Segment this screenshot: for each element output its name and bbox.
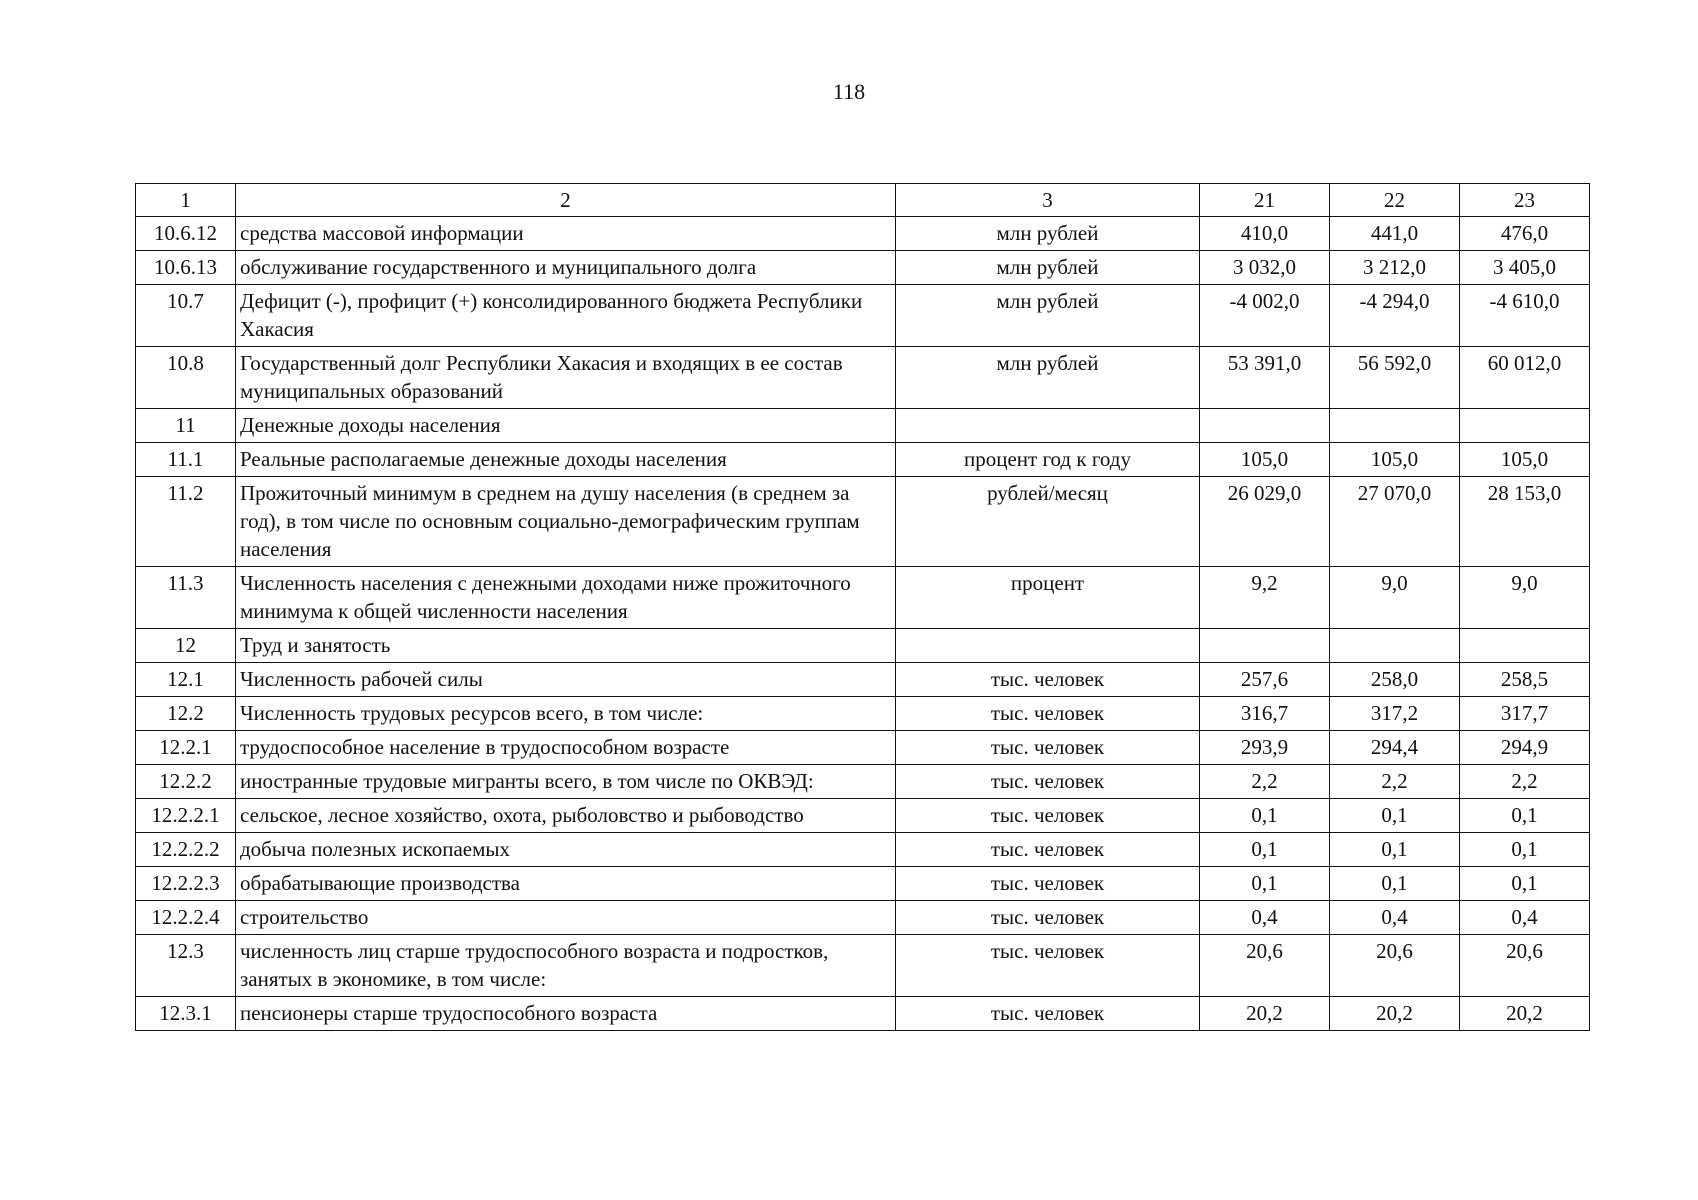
value-cell-21: 410,0 <box>1200 217 1330 251</box>
unit-cell: тыс. человек <box>896 663 1200 697</box>
value-cell-21: 20,2 <box>1200 997 1330 1031</box>
table-row <box>136 285 1590 347</box>
value-cell-23: 0,4 <box>1460 901 1590 935</box>
unit-cell: тыс. человек <box>896 799 1200 833</box>
value-cell-21: 3 032,0 <box>1200 251 1330 285</box>
unit-cell: процент год к году <box>896 443 1200 477</box>
value-cell-21: 0,1 <box>1200 799 1330 833</box>
value-cell-23: 0,1 <box>1460 867 1590 901</box>
value-cell-22: 0,1 <box>1330 799 1460 833</box>
row-number-cell: 11.3 <box>136 567 236 629</box>
value-cell-23: 60 012,0 <box>1460 347 1590 409</box>
value-cell-23: 9,0 <box>1460 567 1590 629</box>
row-number-cell: 10.7 <box>136 285 236 347</box>
value-cell-22: 27 070,0 <box>1330 477 1460 567</box>
value-cell-23: 105,0 <box>1460 443 1590 477</box>
value-cell-21 <box>1200 629 1330 663</box>
header-cell-name: 2 <box>236 184 896 217</box>
value-cell-22 <box>1330 629 1460 663</box>
table-row <box>136 347 1590 409</box>
indicator-name-cell: Реальные располагаемые денежные доходы населения <box>236 443 896 477</box>
value-cell-23: 476,0 <box>1460 217 1590 251</box>
value-cell-21: 316,7 <box>1200 697 1330 731</box>
value-cell-22: 0,1 <box>1330 833 1460 867</box>
value-cell-21: 257,6 <box>1200 663 1330 697</box>
row-number-cell: 12.2.2.4 <box>136 901 236 935</box>
row-number-cell: 12.3.1 <box>136 997 236 1031</box>
indicator-name-cell: численность лиц старше трудоспособного возраста и подростков, занятых в экономике, в том числе: <box>236 935 896 997</box>
table-row <box>136 731 1590 765</box>
unit-cell <box>896 409 1200 443</box>
value-cell-22: 441,0 <box>1330 217 1460 251</box>
value-cell-21 <box>1200 409 1330 443</box>
table-row <box>136 697 1590 731</box>
unit-cell: млн рублей <box>896 251 1200 285</box>
row-number-cell: 12.2.1 <box>136 731 236 765</box>
value-cell-22 <box>1330 409 1460 443</box>
indicator-name-cell: Прожиточный минимум в среднем на душу населения (в среднем за год), в том числе по основным социально-демографическим группам населения <box>236 477 896 567</box>
header-cell-unit: 3 <box>896 184 1200 217</box>
value-cell-21: 0,4 <box>1200 901 1330 935</box>
table-row <box>136 477 1590 567</box>
value-cell-23: 28 153,0 <box>1460 477 1590 567</box>
value-cell-22: 294,4 <box>1330 731 1460 765</box>
table-body <box>136 184 1590 1031</box>
value-cell-21: 26 029,0 <box>1200 477 1330 567</box>
indicator-name-cell: пенсионеры старше трудоспособного возраста <box>236 997 896 1031</box>
indicator-name-cell: средства массовой информации <box>236 217 896 251</box>
value-cell-22: 20,2 <box>1330 997 1460 1031</box>
value-cell-22: 105,0 <box>1330 443 1460 477</box>
header-cell-year-21: 21 <box>1200 184 1330 217</box>
value-cell-23: 2,2 <box>1460 765 1590 799</box>
table-row <box>136 443 1590 477</box>
value-cell-22: -4 294,0 <box>1330 285 1460 347</box>
value-cell-22: 258,0 <box>1330 663 1460 697</box>
table-row <box>136 833 1590 867</box>
unit-cell: тыс. человек <box>896 697 1200 731</box>
table-row <box>136 663 1590 697</box>
value-cell-21: 20,6 <box>1200 935 1330 997</box>
table-row <box>136 251 1590 285</box>
page-number: 118 <box>832 79 866 104</box>
unit-cell: млн рублей <box>896 285 1200 347</box>
indicator-name-cell: Численность населения с денежными доходами ниже прожиточного минимума к общей численности населения <box>236 567 896 629</box>
indicator-name-cell: Численность трудовых ресурсов всего, в том числе: <box>236 697 896 731</box>
indicator-name-cell: обрабатывающие производства <box>236 867 896 901</box>
value-cell-22: 0,4 <box>1330 901 1460 935</box>
value-cell-22: 317,2 <box>1330 697 1460 731</box>
table-row <box>136 867 1590 901</box>
indicator-name-cell: сельское, лесное хозяйство, охота, рыболовство и рыбоводство <box>236 799 896 833</box>
row-number-cell: 12.2.2 <box>136 765 236 799</box>
row-number-cell: 12 <box>136 629 236 663</box>
unit-cell: тыс. человек <box>896 765 1200 799</box>
value-cell-23: 258,5 <box>1460 663 1590 697</box>
value-cell-23: 20,2 <box>1460 997 1590 1031</box>
row-number-cell: 12.2 <box>136 697 236 731</box>
indicator-name-cell: иностранные трудовые мигранты всего, в том числе по ОКВЭД: <box>236 765 896 799</box>
indicator-name-cell: Численность рабочей силы <box>236 663 896 697</box>
indicators-table <box>135 183 1590 1031</box>
indicator-name-cell: строительство <box>236 901 896 935</box>
value-cell-21: 53 391,0 <box>1200 347 1330 409</box>
value-cell-22: 56 592,0 <box>1330 347 1460 409</box>
unit-cell: тыс. человек <box>896 935 1200 997</box>
row-number-cell: 12.2.2.2 <box>136 833 236 867</box>
value-cell-23: 294,9 <box>1460 731 1590 765</box>
indicator-name-cell: Денежные доходы населения <box>236 409 896 443</box>
value-cell-23 <box>1460 409 1590 443</box>
value-cell-21: 105,0 <box>1200 443 1330 477</box>
value-cell-21: 0,1 <box>1200 867 1330 901</box>
indicator-name-cell: Труд и занятость <box>236 629 896 663</box>
unit-cell <box>896 629 1200 663</box>
row-number-cell: 12.2.2.3 <box>136 867 236 901</box>
value-cell-21: 9,2 <box>1200 567 1330 629</box>
value-cell-22: 3 212,0 <box>1330 251 1460 285</box>
unit-cell: тыс. человек <box>896 867 1200 901</box>
unit-cell: тыс. человек <box>896 731 1200 765</box>
header-cell-year-23: 23 <box>1460 184 1590 217</box>
row-number-cell: 10.6.12 <box>136 217 236 251</box>
row-number-cell: 12.3 <box>136 935 236 997</box>
value-cell-23: 0,1 <box>1460 799 1590 833</box>
table-row <box>136 901 1590 935</box>
value-cell-22: 20,6 <box>1330 935 1460 997</box>
value-cell-21: 2,2 <box>1200 765 1330 799</box>
row-number-cell: 10.6.13 <box>136 251 236 285</box>
value-cell-21: 0,1 <box>1200 833 1330 867</box>
indicator-name-cell: Государственный долг Республики Хакасия и входящих в ее состав муниципальных образований <box>236 347 896 409</box>
value-cell-22: 0,1 <box>1330 867 1460 901</box>
value-cell-23: 317,7 <box>1460 697 1590 731</box>
table-row <box>136 935 1590 997</box>
value-cell-23 <box>1460 629 1590 663</box>
row-number-cell: 12.2.2.1 <box>136 799 236 833</box>
row-number-cell: 12.1 <box>136 663 236 697</box>
value-cell-22: 9,0 <box>1330 567 1460 629</box>
unit-cell: процент <box>896 567 1200 629</box>
table-row <box>136 217 1590 251</box>
header-cell-number: 1 <box>136 184 236 217</box>
unit-cell: тыс. человек <box>896 901 1200 935</box>
indicator-name-cell: добыча полезных ископаемых <box>236 833 896 867</box>
table-row <box>136 409 1590 443</box>
table-row <box>136 629 1590 663</box>
table-row <box>136 799 1590 833</box>
table-header-row <box>136 184 1590 217</box>
value-cell-23: -4 610,0 <box>1460 285 1590 347</box>
value-cell-21: 293,9 <box>1200 731 1330 765</box>
unit-cell: тыс. человек <box>896 997 1200 1031</box>
value-cell-22: 2,2 <box>1330 765 1460 799</box>
unit-cell: тыс. человек <box>896 833 1200 867</box>
indicator-name-cell: трудоспособное население в трудоспособном возрасте <box>236 731 896 765</box>
indicator-name-cell: обслуживание государственного и муниципального долга <box>236 251 896 285</box>
value-cell-23: 3 405,0 <box>1460 251 1590 285</box>
unit-cell: млн рублей <box>896 217 1200 251</box>
unit-cell: млн рублей <box>896 347 1200 409</box>
row-number-cell: 11 <box>136 409 236 443</box>
table-row <box>136 765 1590 799</box>
table-row <box>136 567 1590 629</box>
indicator-name-cell: Дефицит (-), профицит (+) консолидированного бюджета Республики Хакасия <box>236 285 896 347</box>
value-cell-21: -4 002,0 <box>1200 285 1330 347</box>
row-number-cell: 11.1 <box>136 443 236 477</box>
value-cell-23: 0,1 <box>1460 833 1590 867</box>
row-number-cell: 10.8 <box>136 347 236 409</box>
value-cell-23: 20,6 <box>1460 935 1590 997</box>
table-row <box>136 997 1590 1031</box>
row-number-cell: 11.2 <box>136 477 236 567</box>
header-cell-year-22: 22 <box>1330 184 1460 217</box>
unit-cell: рублей/месяц <box>896 477 1200 567</box>
